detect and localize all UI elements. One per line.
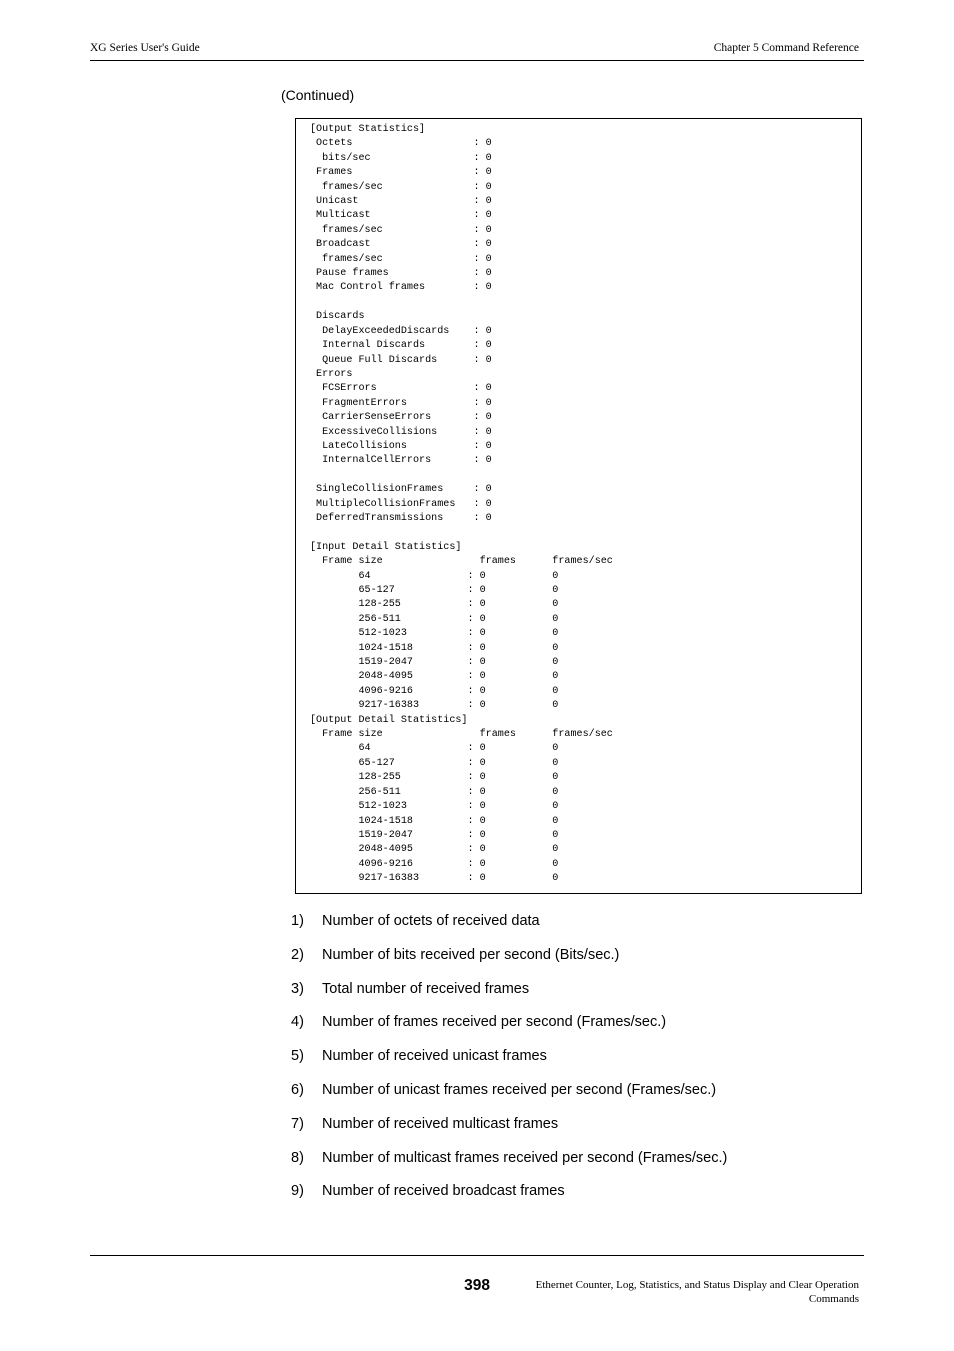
command-output-box	[295, 118, 862, 894]
list-item-number: 2)	[291, 946, 304, 963]
list-item	[291, 1150, 861, 1184]
list-item-number: 5)	[291, 1048, 304, 1065]
list-item-text: Number of received unicast frames	[322, 1048, 547, 1065]
list-item	[291, 1014, 861, 1048]
list-item	[291, 947, 861, 981]
header-divider	[90, 60, 864, 61]
list-item-number: 4)	[291, 1014, 304, 1031]
list-item-number: 1)	[291, 913, 304, 929]
list-item-number: 7)	[291, 1115, 304, 1132]
list-item	[291, 1116, 861, 1150]
list-item-text: Number of bits received per second (Bits/sec.)	[322, 946, 620, 963]
footer-section-title	[479, 1279, 859, 1306]
list-item	[291, 913, 861, 947]
header-chapter-title: Chapter 5 Command Reference	[713, 42, 859, 54]
list-item-number: 3)	[291, 980, 304, 997]
list-item-text: Number of multicast frames received per second (Frames/sec.)	[322, 1149, 728, 1166]
header-guide-title: XG Series User's Guide	[90, 42, 200, 54]
list-item-text: Number of frames received per second (Frames/sec.)	[322, 1014, 667, 1031]
footer-title-line-1: Ethernet Counter, Log, Statistics, and Status Display and Clear Operation	[535, 1279, 859, 1291]
command-output-text: [Output Statistics] Octets : 0 bits/sec : 0 Frames : 0 frames/sec : 0 Unicast : 0 Multicast : 0 frames/sec : 0 Broadcast : 0 frames/sec : 0 Pause frames : 0 Mac Control frames : 0 Discards DelayExceededDiscards : 0 Internal Discards : 0 Queue Full Discards : 0 Errors FCSErrors : 0 FragmentErrors : 0 CarrierSenseErrors : 0 ExcessiveCollisions : 0 LateCollisions : 0 InternalCellErrors : 0 SingleCollisionFrames : 0 MultipleCollisionFrames : 0 DeferredTransmissions : 0 [Input Detail Statistics] Frame size frames frames/sec 64 : 0 0 65-127 : 0 0 128-255 : 0 0 256-511 : 0 0 512-1023 : 0 0 1024-1518 : 0 0 1519-2047 : 0 0 2048-4095 : 0 0 4096-9216 : 0 0 9217-16383 : 0 0 [Output Detail Statistics] Frame size frames frames/sec 64 : 0 0 65-127 : 0 0 128-255 : 0 0 256-511 : 0 0 512-1023 : 0 0 1024-1518 : 0 0 1519-2047 : 0 0 2048-4095 : 0 0 4096-9216 : 0 0 9217-16383 : 0 0	[310, 124, 613, 885]
continued-label: (Continued)	[281, 87, 355, 103]
list-item	[291, 981, 861, 1015]
list-item-text: Number of octets of received data	[322, 913, 540, 929]
footer-divider	[90, 1255, 864, 1256]
list-item-text: Number of unicast frames received per second (Frames/sec.)	[322, 1081, 717, 1098]
list-item	[291, 1183, 861, 1217]
list-item-text: Total number of received frames	[322, 980, 530, 997]
list-item	[291, 1048, 861, 1082]
list-item-number: 9)	[291, 1183, 304, 1200]
list-item-number: 8)	[291, 1149, 304, 1166]
list-item-text: Number of received broadcast frames	[322, 1183, 565, 1200]
list-item	[291, 1082, 861, 1116]
page-number: 398	[464, 1277, 490, 1294]
list-item-text: Number of received multicast frames	[322, 1115, 559, 1132]
description-list	[291, 913, 861, 1217]
list-item-number: 6)	[291, 1081, 304, 1098]
footer-title-line-2: Commands	[808, 1292, 859, 1305]
